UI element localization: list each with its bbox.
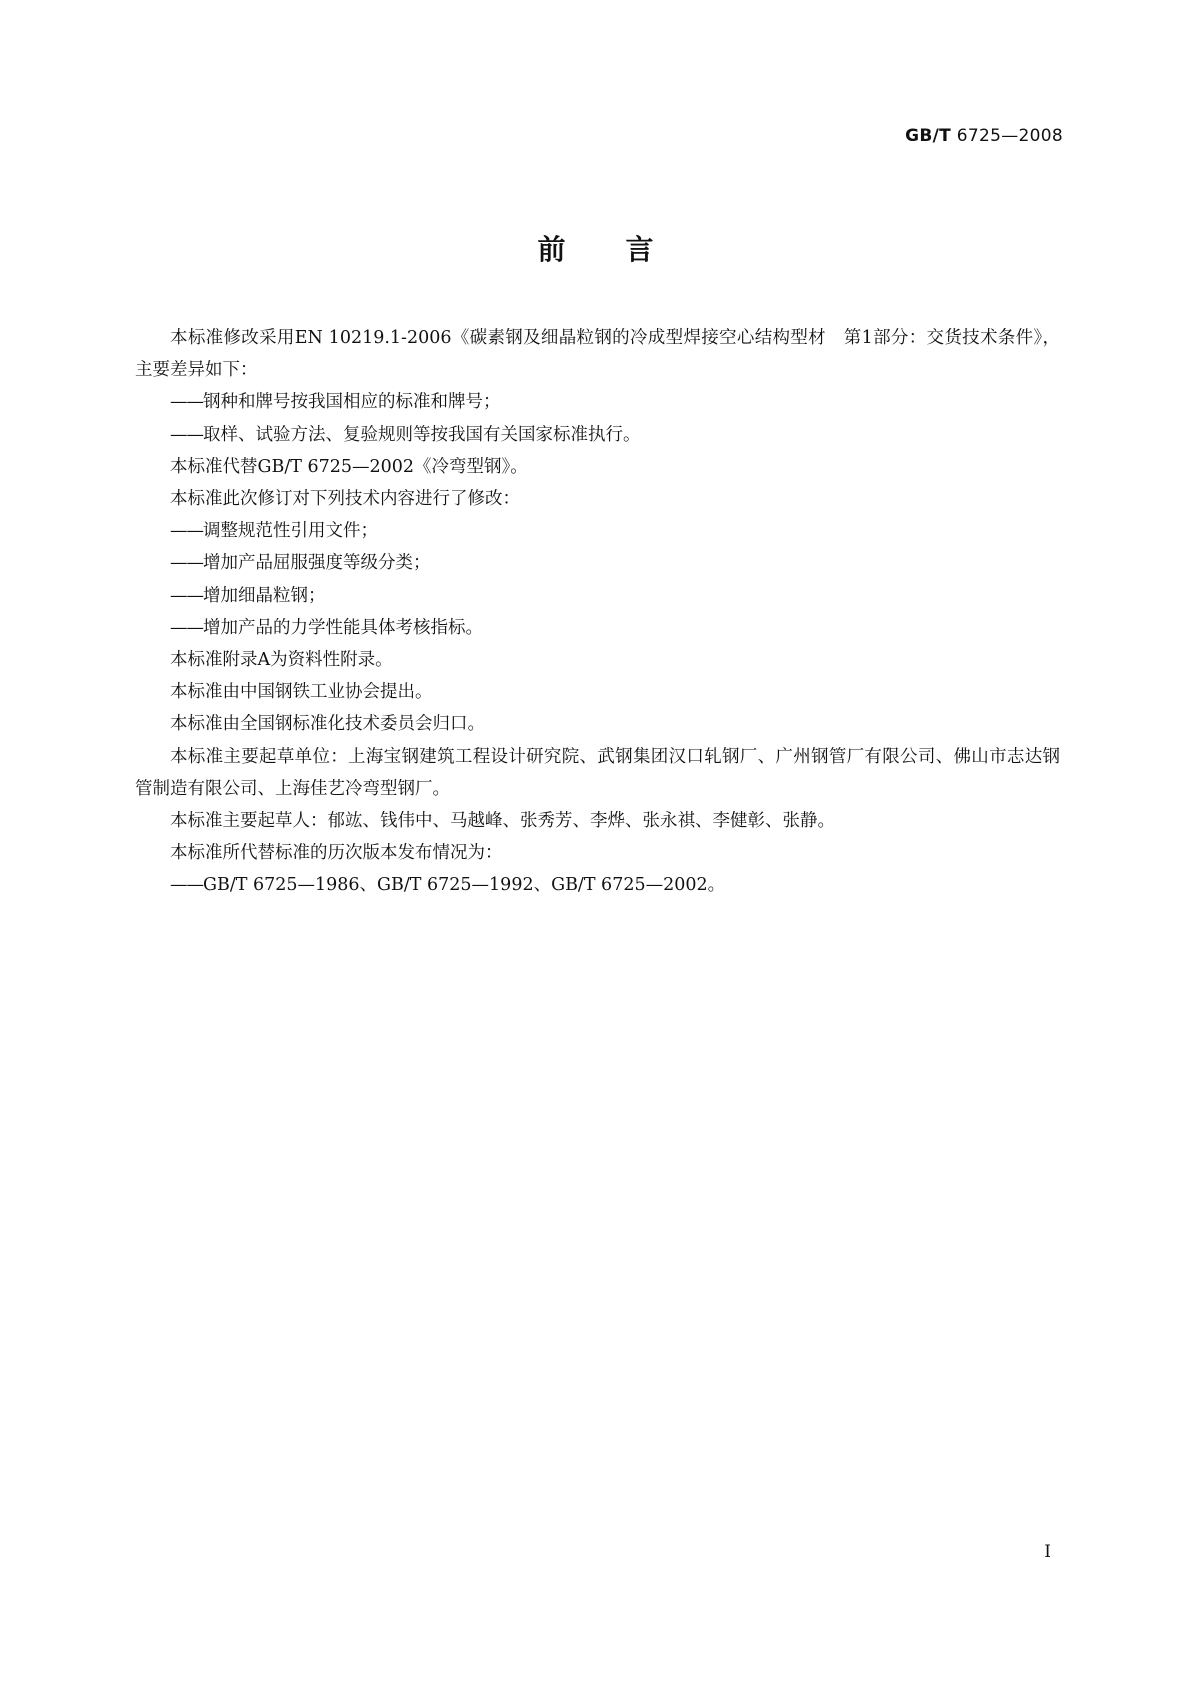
page-title: 前言 [537, 233, 714, 266]
list-item: ——取样、试验方法、复验规则等按我国有关国家标准执行。 [135, 419, 1060, 451]
paragraph-drafting-units: 本标准主要起草单位：上海宝钢建筑工程设计研究院、武钢集团汉口轧钢厂、广州钢管厂有限公司、佛山市志达钢管制造有限公司、上海佳艺冷弯型钢厂。 [135, 746, 1060, 799]
list-item: ——钢种和牌号按我国相应的标准和牌号； [135, 386, 1060, 418]
dash-mark: —— [170, 585, 203, 606]
paragraph-annex: 本标准附录A为资料性附录。 [170, 650, 393, 671]
dash-mark: —— [170, 617, 203, 638]
list-item: ——增加产品屈服强度等级分类； [135, 547, 1060, 579]
standard-code: GB/T [905, 126, 952, 146]
paragraph-revisions: 本标准此次修订对下列技术内容进行了修改： [170, 489, 520, 510]
list-item: ——调整规范性引用文件； [135, 515, 1060, 547]
paragraph-replaces: 本标准代替GB/T 6725—2002《冷弯型钢》。 [170, 456, 528, 477]
dash-mark: —— [170, 392, 203, 413]
standard-number-header [905, 126, 1063, 146]
paragraph-drafters: 本标准主要起草人：郁竑、钱伟中、马越峰、张秀芳、李烨、张永祺、李健彰、张静。 [170, 811, 835, 832]
list-item: ——增加细晶粒钢； [135, 580, 1060, 612]
dash-mark: —— [170, 875, 203, 896]
paragraph-centralized-by: 本标准由全国钢标准化技术委员会归口。 [170, 714, 485, 735]
paragraph-history: 本标准所代替标准的历次版本发布情况为： [170, 843, 503, 864]
dash-mark: —— [170, 521, 203, 542]
dash-mark: —— [170, 424, 203, 445]
list-item: ——GB/T 6725—1986、GB/T 6725—1992、GB/T 6725—2002。 [135, 869, 1060, 901]
page-number: I [1044, 1542, 1051, 1562]
foreword-body [135, 322, 1060, 902]
paragraph-proposed-by: 本标准由中国钢铁工业协会提出。 [170, 682, 433, 703]
standard-number: 6725—2008 [956, 126, 1063, 146]
paragraph-adoption: 本标准修改采用EN 10219.1-2006《碳素钢及细晶粒钢的冷成型焊接空心结构型材 第1部分：交货技术条件》，主要差异如下： [135, 328, 1060, 381]
dash-mark: —— [170, 553, 203, 574]
list-item: ——增加产品的力学性能具体考核指标。 [135, 612, 1060, 644]
